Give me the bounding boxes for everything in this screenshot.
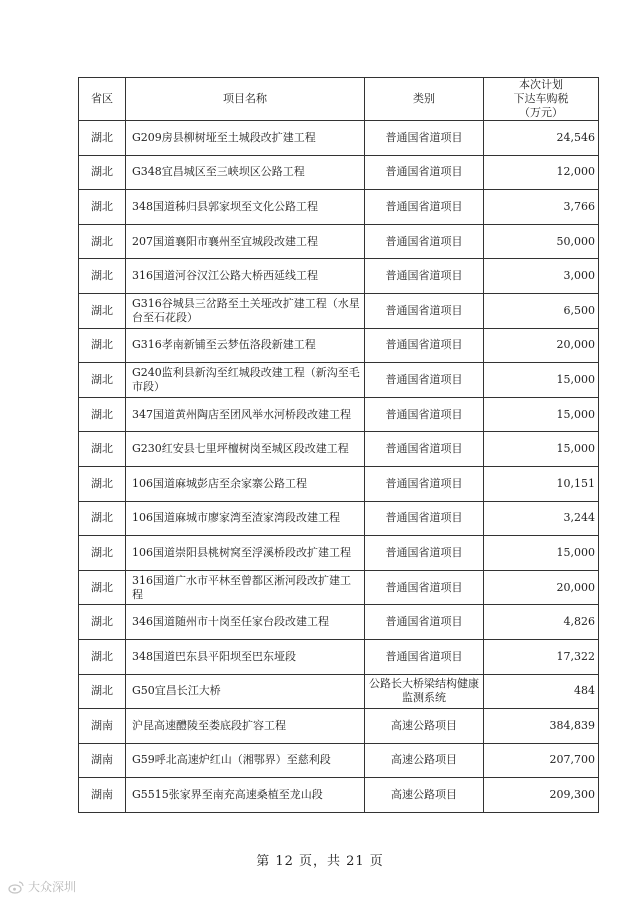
table-row — [79, 536, 599, 571]
cell-project-name: 106国道麻城彭店至余家寨公路工程 — [126, 466, 365, 501]
cell-category: 高速公路项目 — [365, 778, 484, 813]
cell-category: 普通国省道项目 — [365, 466, 484, 501]
table-row — [79, 778, 599, 813]
cell-project-name: 106国道崇阳县桃树窝至浮溪桥段改扩建工程 — [126, 536, 365, 571]
cell-amount: 10,151 — [484, 466, 599, 501]
cell-province: 湖北 — [79, 328, 126, 363]
table-row — [79, 432, 599, 467]
cell-province: 湖北 — [79, 536, 126, 571]
table-row — [79, 466, 599, 501]
cell-amount: 3,000 — [484, 259, 599, 294]
cell-amount: 15,000 — [484, 432, 599, 467]
cell-project-name: G59呼北高速炉红山（湘鄂界）至慈利段 — [126, 743, 365, 778]
table-header-row — [79, 78, 599, 121]
cell-amount: 209,300 — [484, 778, 599, 813]
cell-province: 湖北 — [79, 363, 126, 398]
cell-amount: 15,000 — [484, 536, 599, 571]
table-row — [79, 328, 599, 363]
header-amount-line: （万元） — [519, 106, 563, 119]
cell-province: 湖北 — [79, 639, 126, 674]
table-body — [79, 121, 599, 813]
cell-province: 湖南 — [79, 743, 126, 778]
cell-project-name: G5515张家界至南充高速桑植至龙山段 — [126, 778, 365, 813]
cell-amount: 4,826 — [484, 605, 599, 640]
cell-project-name: G50宜昌长江大桥 — [126, 674, 365, 709]
cell-project-name: 348国道巴东县平阳坝至巴东垭段 — [126, 639, 365, 674]
watermark — [8, 878, 76, 895]
cell-amount: 3,244 — [484, 501, 599, 536]
table-row — [79, 501, 599, 536]
table-row — [79, 570, 599, 605]
cell-amount: 207,700 — [484, 743, 599, 778]
table-row — [79, 293, 599, 328]
table-row — [79, 224, 599, 259]
cell-category: 普通国省道项目 — [365, 432, 484, 467]
cell-province: 湖南 — [79, 778, 126, 813]
cell-category: 普通国省道项目 — [365, 570, 484, 605]
cell-project-name: 207国道襄阳市襄州至宜城段改建工程 — [126, 224, 365, 259]
project-table — [78, 77, 599, 813]
cell-project-name: 347国道黄州陶店至团风举水河桥段改建工程 — [126, 397, 365, 432]
cell-project-name: G348宜昌城区至三峡坝区公路工程 — [126, 155, 365, 190]
header-category: 类别 — [365, 78, 484, 121]
cell-province: 湖北 — [79, 259, 126, 294]
cell-category: 普通国省道项目 — [365, 363, 484, 398]
cell-project-name: 316国道河谷汉江公路大桥西延线工程 — [126, 259, 365, 294]
cell-amount: 15,000 — [484, 363, 599, 398]
cell-province: 湖北 — [79, 397, 126, 432]
table-row — [79, 674, 599, 709]
cell-amount: 20,000 — [484, 570, 599, 605]
cell-category: 普通国省道项目 — [365, 639, 484, 674]
cell-amount: 17,322 — [484, 639, 599, 674]
cell-province: 湖北 — [79, 674, 126, 709]
cell-project-name: 106国道麻城市廖家湾至渣家湾段改建工程 — [126, 501, 365, 536]
table-row — [79, 709, 599, 744]
cell-category: 高速公路项目 — [365, 709, 484, 744]
cell-category: 普通国省道项目 — [365, 121, 484, 156]
header-amount — [484, 78, 599, 121]
cell-amount: 50,000 — [484, 224, 599, 259]
cell-project-name: 348国道秭归县郭家坝至文化公路工程 — [126, 190, 365, 225]
cell-province: 湖北 — [79, 190, 126, 225]
cell-province: 湖北 — [79, 466, 126, 501]
table-row — [79, 190, 599, 225]
cell-category: 公路长大桥梁结构健康监测系统 — [365, 674, 484, 709]
cell-province: 湖北 — [79, 224, 126, 259]
cell-province: 湖北 — [79, 155, 126, 190]
cell-project-name: G209房县柳树垭至土城段改扩建工程 — [126, 121, 365, 156]
page-number: 第 12 页，共 21 页 — [256, 854, 384, 869]
cell-amount: 484 — [484, 674, 599, 709]
cell-project-name: 沪昆高速醴陵至娄底段扩容工程 — [126, 709, 365, 744]
cell-category: 普通国省道项目 — [365, 605, 484, 640]
cell-project-name: 346国道随州市十岗至任家台段改建工程 — [126, 605, 365, 640]
cell-category: 普通国省道项目 — [365, 501, 484, 536]
cell-category: 普通国省道项目 — [365, 397, 484, 432]
cell-province: 湖北 — [79, 605, 126, 640]
cell-project-name: G316孝南新铺至云梦伍洛段新建工程 — [126, 328, 365, 363]
cell-amount: 3,766 — [484, 190, 599, 225]
table-row — [79, 155, 599, 190]
cell-category: 普通国省道项目 — [365, 293, 484, 328]
table-row — [79, 363, 599, 398]
cell-project-name: G230红安县七里坪檀树岗至城区段改建工程 — [126, 432, 365, 467]
table-row — [79, 743, 599, 778]
cell-province: 湖南 — [79, 709, 126, 744]
table-row — [79, 605, 599, 640]
cell-category: 普通国省道项目 — [365, 536, 484, 571]
cell-amount: 20,000 — [484, 328, 599, 363]
cell-project-name: G316谷城县三岔路至土关垭改扩建工程（水星台至石花段） — [126, 293, 365, 328]
cell-category: 高速公路项目 — [365, 743, 484, 778]
cell-province: 湖北 — [79, 293, 126, 328]
header-province: 省区 — [79, 78, 126, 121]
table-row — [79, 397, 599, 432]
cell-category: 普通国省道项目 — [365, 190, 484, 225]
header-project-name: 项目名称 — [126, 78, 365, 121]
header-amount-line: 本次计划 — [519, 78, 563, 91]
cell-amount: 12,000 — [484, 155, 599, 190]
cell-amount: 24,546 — [484, 121, 599, 156]
cell-project-name: 316国道广水市平林至曾都区淅河段改扩建工程 — [126, 570, 365, 605]
watermark-text: 大众深圳 — [28, 880, 77, 894]
cell-category: 普通国省道项目 — [365, 224, 484, 259]
cell-amount: 6,500 — [484, 293, 599, 328]
header-amount-line: 下达车购税 — [513, 92, 569, 105]
table-row — [79, 259, 599, 294]
weibo-icon — [8, 880, 24, 894]
table-row — [79, 639, 599, 674]
cell-amount: 384,839 — [484, 709, 599, 744]
cell-category: 普通国省道项目 — [365, 259, 484, 294]
cell-category: 普通国省道项目 — [365, 155, 484, 190]
cell-province: 湖北 — [79, 501, 126, 536]
cell-province: 湖北 — [79, 121, 126, 156]
cell-category: 普通国省道项目 — [365, 328, 484, 363]
cell-province: 湖北 — [79, 432, 126, 467]
cell-amount: 15,000 — [484, 397, 599, 432]
cell-province: 湖北 — [79, 570, 126, 605]
table-row — [79, 121, 599, 156]
cell-project-name: G240监利县新沟至红城段改建工程（新沟至毛市段） — [126, 363, 365, 398]
